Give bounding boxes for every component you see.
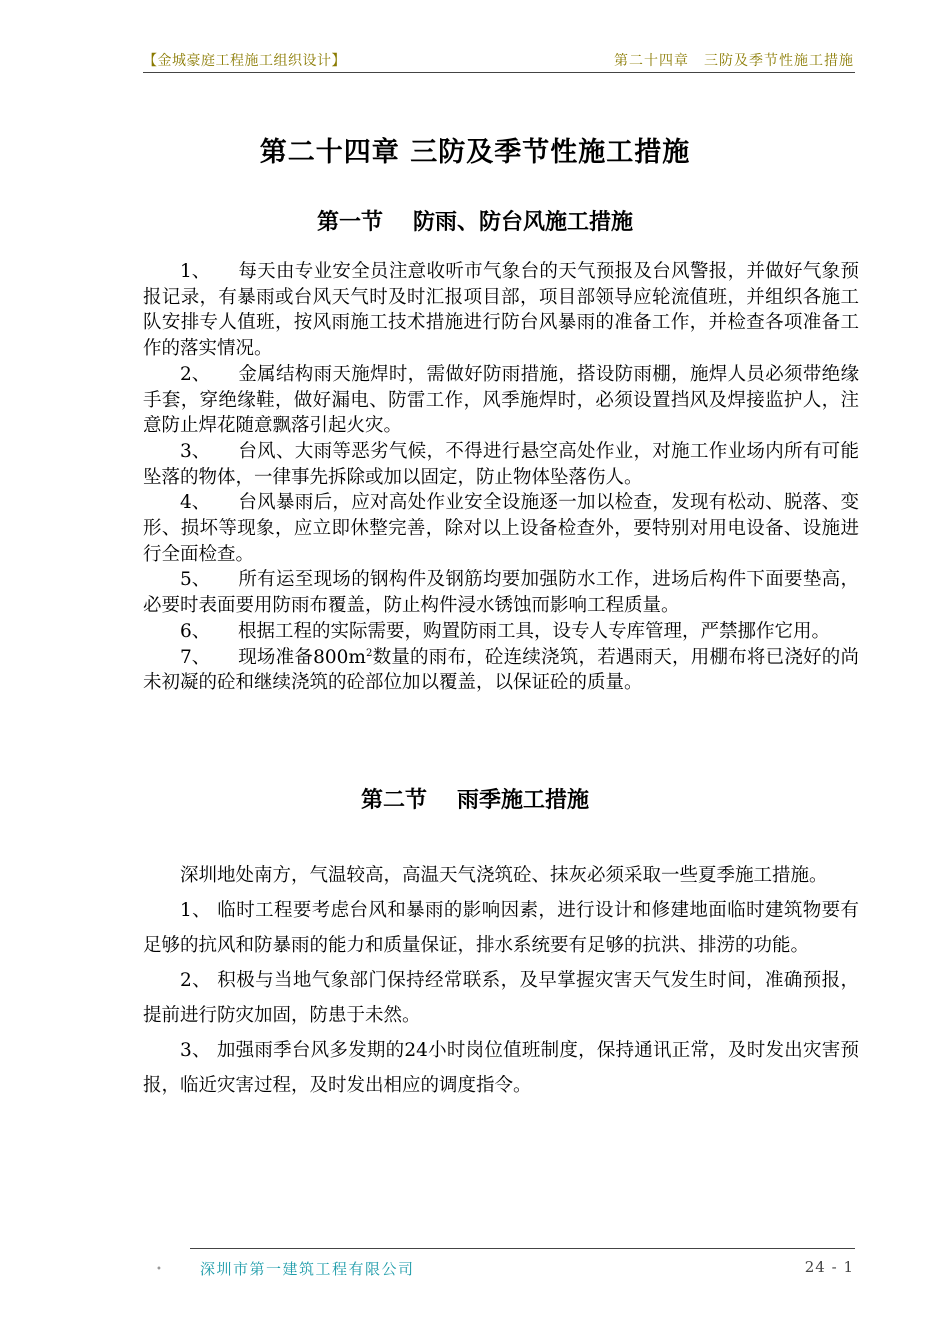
section-2-body <box>143 858 859 1103</box>
chapter-title: 第二十四章 三防及季节性施工措施 <box>259 137 691 168</box>
section-1-number: 第一节 <box>316 209 383 235</box>
section-1-heading: 防雨、防台风施工措施 <box>413 209 634 235</box>
list-item: 1、 临时工程要考虑台风和暴雨的影响因素，进行设计和修建地面临时建筑物要有足够的抗风和防暴雨的能力和质量保证，排水系统要有足够的抗洪、排涝的功能。 <box>143 900 859 956</box>
list-item: 7、 现场准备$800m^2$数量的雨布，砼连续浇筑，若遇雨天，用棚布将已浇好的尚未初凝的砼和继续浇筑的砼部位加以覆盖，以保证砼的质量。 <box>143 646 859 694</box>
page-number: 24 - 1 <box>804 1258 854 1276</box>
list-item: 5、 所有运至现场的钢构件及钢筋均要加强防水工作，进场后构件下面要垫高，必要时表面要用防雨布覆盖，防止构件浸水锈蚀而影响工程质量。 <box>143 569 859 617</box>
footer-company: 深圳市第一建筑工程有限公司 <box>200 1260 415 1278</box>
section-1-body <box>143 259 859 696</box>
header-project-title: 【金城豪庭工程施工组织设计】 <box>143 53 346 69</box>
list-item: 2、 金属结构雨天施焊时，需做好防雨措施，搭设防雨棚，施焊人员必须带绝缘手套，穿绝缘鞋，做好漏电、防雷工作，风季施焊时，必须设置挡风及焊接监护人，注意防止焊花随意飘落引起火灾。 <box>143 363 859 437</box>
section-2-number: 第二节 <box>360 787 427 813</box>
header-divider <box>143 72 855 73</box>
section-2-heading: 雨季施工措施 <box>457 787 590 813</box>
list-item: 2、 积极与当地气象部门保持经常联系，及早掌握灾害天气发生时间，准确预报，提前进行防灾加固，防患于未然。 <box>143 970 859 1026</box>
list-item: 4、 台风暴雨后，应对高处作业安全设施逐一加以检查，发现有松动、脱落、变形、损坏等现象，应立即休整完善，除对以上设备检查外，要特别对用电设备、设施进行全面检查。 <box>143 492 859 565</box>
section-2-title <box>0 783 950 814</box>
section-1-title <box>0 205 950 236</box>
list-item: 6、 根据工程的实际需要，购置防雨工具，设专人专库管理，严禁挪作它用。 <box>180 620 831 642</box>
list-item: 3、 加强雨季台风多发期的24小时岗位值班制度，保持通讯正常，及时发出灾害预报，临近灾害过程，及时发出相应的调度指令。 <box>143 1040 859 1096</box>
footer-bullet: • <box>156 1264 162 1275</box>
section-2-intro: 深圳地处南方，气温较高，高温天气浇筑砼、抹灰必须采取一些夏季施工措施。 <box>180 865 828 886</box>
header-chapter-title: 第二十四章 三防及季节性施工措施 <box>614 53 854 69</box>
list-item: 3、 台风、大雨等恶劣气候，不得进行悬空高处作业，对施工作业场内所有可能坠落的物体，一律事先拆除或加以固定，防止物体坠落伤人。 <box>143 440 859 488</box>
footer-divider <box>190 1248 855 1249</box>
list-item: 1、 每天由专业安全员注意收听市气象台的天气预报及台风警报，并做好气象预报记录，有暴雨或台风天气时及时汇报项目部，项目部领导应轮流值班，并组织各施工队安排专人值班，按风雨施工技术措施进行防台风暴雨的准备工作，并检查各项准备工作的落实情况。 <box>143 261 859 360</box>
